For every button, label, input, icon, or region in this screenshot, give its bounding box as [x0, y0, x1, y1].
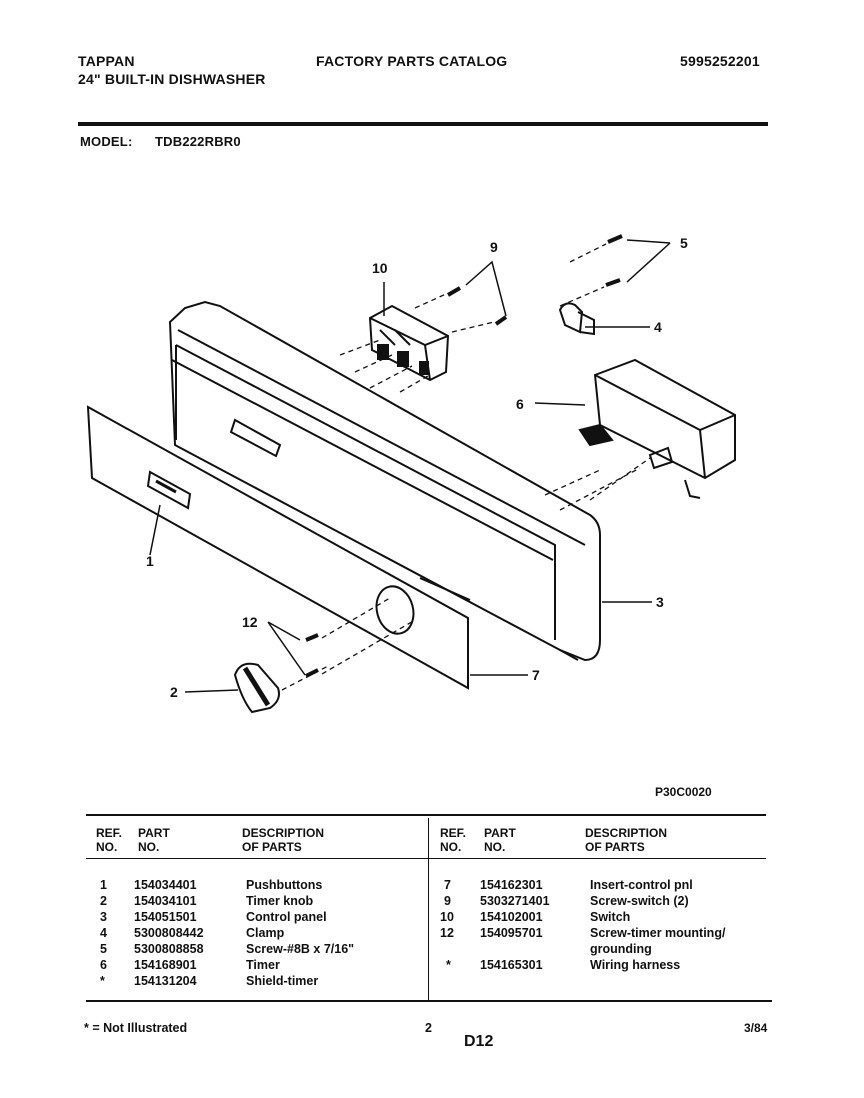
row-desc: Screw-#8B x 7/16" — [246, 942, 355, 956]
row-part: 154051501 — [134, 910, 197, 924]
callout-9: 9 — [490, 239, 498, 255]
row-ref: * — [446, 958, 451, 972]
row-desc: Timer knob — [246, 894, 314, 908]
row-part: 154034401 — [134, 878, 197, 892]
not-illustrated-note: * = Not Illustrated — [84, 1021, 188, 1035]
left-header-desc: DESCRIPTION OF PARTS — [242, 826, 325, 854]
row-part: 154162301 — [480, 878, 543, 892]
right-header-desc: DESCRIPTION OF PARTS — [585, 826, 668, 854]
right-header-part: PART NO. — [484, 826, 516, 854]
callout-10: 10 — [372, 260, 388, 276]
row-desc: Switch — [590, 910, 631, 924]
brand-name: TAPPAN — [78, 53, 135, 69]
row-part: 5303271401 — [480, 894, 550, 908]
left-header-part: PART NO. — [138, 826, 170, 854]
figure-code: P30C0020 — [655, 785, 712, 799]
row-desc: Screw-timer mounting/ grounding — [590, 926, 726, 956]
row-ref: 1 — [100, 878, 107, 892]
table-row — [440, 925, 726, 956]
row-ref: 12 — [440, 926, 454, 940]
table-top-rule — [86, 814, 766, 816]
section-code: D12 — [464, 1033, 494, 1050]
table-row — [100, 877, 323, 893]
switch-part — [370, 306, 448, 380]
row-part: 154095701 — [480, 926, 543, 940]
table-row — [444, 893, 689, 909]
table-row — [446, 957, 681, 973]
row-ref: 3 — [100, 910, 107, 924]
table-row — [100, 957, 280, 973]
row-desc: Control panel — [246, 910, 327, 924]
table-row — [100, 941, 355, 957]
timer-knob-part — [235, 664, 279, 712]
row-part: 154168901 — [134, 958, 197, 972]
row-part: 154102001 — [480, 910, 543, 924]
table-row — [100, 973, 319, 989]
callout-12: 12 — [242, 614, 258, 630]
row-desc: Insert-control pnl — [590, 878, 693, 892]
table-row — [444, 877, 693, 893]
row-part: 5300808858 — [134, 942, 204, 956]
row-part: 5300808442 — [134, 926, 204, 940]
table-divider — [428, 818, 429, 1000]
model-label: MODEL: — [80, 134, 133, 149]
row-desc: Timer — [246, 958, 280, 972]
row-ref: 5 — [100, 942, 107, 956]
row-desc: Clamp — [246, 926, 285, 940]
row-ref: 2 — [100, 894, 107, 908]
table-row — [100, 925, 285, 941]
clamp-part — [560, 303, 594, 334]
page-number: 2 — [425, 1021, 432, 1035]
row-desc: Screw-switch (2) — [590, 894, 689, 908]
callout-5: 5 — [680, 235, 688, 251]
row-ref: 10 — [440, 910, 454, 924]
row-desc: Wiring harness — [590, 958, 681, 972]
row-ref: 9 — [444, 894, 451, 908]
callout-7: 7 — [532, 667, 540, 683]
row-desc: Shield-timer — [246, 974, 319, 988]
row-part: 154131204 — [134, 974, 197, 988]
callout-4: 4 — [654, 319, 662, 335]
table-row — [440, 909, 631, 925]
catalog-title: FACTORY PARTS CATALOG — [316, 53, 508, 69]
product-name: 24" BUILT-IN DISHWASHER — [78, 71, 266, 87]
callout-3: 3 — [656, 594, 664, 610]
row-ref: 6 — [100, 958, 107, 972]
timer-part — [580, 360, 735, 498]
table-row — [100, 893, 314, 909]
left-header-ref: REF. NO. — [96, 826, 123, 854]
row-ref: * — [100, 974, 105, 988]
callout-6: 6 — [516, 396, 524, 412]
callout-2: 2 — [170, 684, 178, 700]
revision-date: 3/84 — [744, 1021, 768, 1035]
row-part: 154165301 — [480, 958, 543, 972]
model-number: TDB222RBR0 — [155, 134, 241, 149]
catalog-number: 5995252201 — [680, 53, 760, 69]
table-header-rule — [86, 858, 766, 859]
row-ref: 4 — [100, 926, 107, 940]
table-row — [100, 909, 327, 925]
callout-1: 1 — [146, 553, 154, 569]
right-header-ref: REF. NO. — [440, 826, 467, 854]
row-part: 154034101 — [134, 894, 197, 908]
table-bottom-rule — [86, 1000, 772, 1002]
row-desc: Pushbuttons — [246, 878, 323, 892]
row-ref: 7 — [444, 878, 451, 892]
